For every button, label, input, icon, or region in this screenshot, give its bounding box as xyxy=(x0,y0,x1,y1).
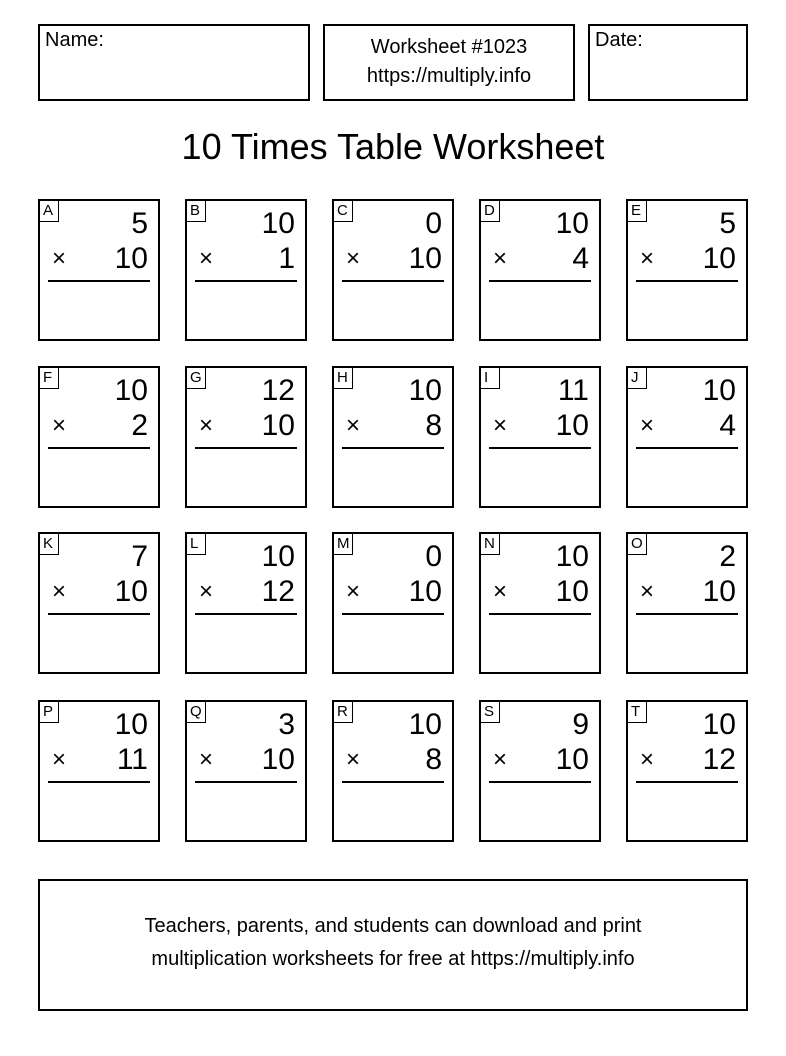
multiplicand: 0 xyxy=(425,207,442,240)
problem-label: E xyxy=(628,201,647,222)
problem-card[interactable] xyxy=(479,700,601,842)
multiplicand: 10 xyxy=(408,708,442,741)
answer-line xyxy=(342,613,444,615)
answer-line xyxy=(489,447,591,449)
multiplicand: 11 xyxy=(557,374,589,407)
multiplier: 10 xyxy=(261,409,295,442)
multiplicand: 10 xyxy=(261,207,295,240)
problem-card[interactable] xyxy=(38,700,160,842)
problem-card[interactable] xyxy=(626,700,748,842)
date-label: Date: xyxy=(595,29,643,51)
times-sign: × xyxy=(493,245,508,272)
times-sign: × xyxy=(346,412,361,439)
answer-line xyxy=(195,280,297,282)
multiplicand: 3 xyxy=(278,708,295,741)
multiplier: 8 xyxy=(425,409,442,442)
times-sign: × xyxy=(493,746,508,773)
footer-line-2: multiplication worksheets for free at https://multiply.info xyxy=(151,948,635,970)
multiplicand: 0 xyxy=(425,540,442,573)
times-sign: × xyxy=(52,578,67,605)
multiplicand: 7 xyxy=(131,540,148,573)
problem-card[interactable] xyxy=(38,199,160,341)
times-sign: × xyxy=(199,746,214,773)
page-title: 10 Times Table Worksheet xyxy=(181,126,605,167)
problem-label: I xyxy=(481,368,500,389)
answer-line xyxy=(342,280,444,282)
problem-label: D xyxy=(481,201,500,222)
multiplier: 10 xyxy=(702,242,736,275)
multiplier: 10 xyxy=(555,575,589,608)
multiplier: 10 xyxy=(555,743,589,776)
footer-line-1: Teachers, parents, and students can download and print xyxy=(144,915,642,937)
problem-label: L xyxy=(187,534,206,555)
answer-line xyxy=(195,781,297,783)
answer-line xyxy=(342,447,444,449)
times-sign: × xyxy=(640,245,655,272)
answer-line xyxy=(489,280,591,282)
times-sign: × xyxy=(52,412,67,439)
multiplier: 10 xyxy=(261,743,295,776)
multiplicand: 12 xyxy=(261,374,295,407)
answer-line xyxy=(636,781,738,783)
problem-card[interactable] xyxy=(332,532,454,674)
times-sign: × xyxy=(199,578,214,605)
footer-box xyxy=(38,879,748,1011)
problem-label: N xyxy=(481,534,500,555)
multiplier: 4 xyxy=(719,409,736,442)
times-sign: × xyxy=(346,746,361,773)
multiplier: 8 xyxy=(425,743,442,776)
answer-line xyxy=(489,781,591,783)
problem-label: Q xyxy=(187,702,206,723)
multiplier: 10 xyxy=(114,242,148,275)
answer-line xyxy=(48,781,150,783)
multiplier: 11 xyxy=(116,743,148,776)
answer-line xyxy=(48,280,150,282)
multiplicand: 5 xyxy=(131,207,148,240)
problem-card[interactable] xyxy=(479,199,601,341)
times-sign: × xyxy=(199,412,214,439)
problem-card[interactable] xyxy=(185,366,307,508)
multiplicand: 10 xyxy=(555,540,589,573)
problem-label: M xyxy=(334,534,353,555)
problem-card[interactable] xyxy=(479,532,601,674)
answer-line xyxy=(489,613,591,615)
answer-line xyxy=(636,447,738,449)
problem-card[interactable] xyxy=(626,366,748,508)
date-field-box[interactable] xyxy=(588,24,748,101)
times-sign: × xyxy=(52,746,67,773)
problem-card[interactable] xyxy=(185,199,307,341)
problem-card[interactable] xyxy=(479,366,601,508)
times-sign: × xyxy=(346,578,361,605)
times-sign: × xyxy=(640,578,655,605)
multiplier: 1 xyxy=(278,242,295,275)
problem-label: G xyxy=(187,368,206,389)
problem-label: F xyxy=(40,368,59,389)
problem-card[interactable] xyxy=(626,532,748,674)
multiplier: 10 xyxy=(408,242,442,275)
multiplicand: 10 xyxy=(702,374,736,407)
times-sign: × xyxy=(52,245,67,272)
problem-label: C xyxy=(334,201,353,222)
website-url: https://multiply.info xyxy=(366,65,532,87)
times-sign: × xyxy=(493,412,508,439)
times-sign: × xyxy=(199,245,214,272)
multiplier: 10 xyxy=(114,575,148,608)
worksheet-number: Worksheet #1023 xyxy=(370,36,528,58)
problem-label: J xyxy=(628,368,647,389)
multiplicand: 10 xyxy=(261,540,295,573)
times-sign: × xyxy=(640,746,655,773)
problem-label: A xyxy=(40,201,59,222)
problem-card[interactable] xyxy=(38,532,160,674)
answer-line xyxy=(342,781,444,783)
answer-line xyxy=(48,447,150,449)
answer-line xyxy=(636,613,738,615)
problem-card[interactable] xyxy=(332,366,454,508)
problem-card[interactable] xyxy=(38,366,160,508)
times-sign: × xyxy=(346,245,361,272)
multiplier: 4 xyxy=(572,242,589,275)
answer-line xyxy=(195,613,297,615)
answer-line xyxy=(48,613,150,615)
multiplicand: 10 xyxy=(114,708,148,741)
multiplicand: 10 xyxy=(408,374,442,407)
multiplicand: 5 xyxy=(719,207,736,240)
multiplicand: 9 xyxy=(572,708,589,741)
problem-label: H xyxy=(334,368,353,389)
problem-label: K xyxy=(40,534,59,555)
multiplicand: 2 xyxy=(719,540,736,573)
problem-card[interactable] xyxy=(626,199,748,341)
problem-label: O xyxy=(628,534,647,555)
multiplier: 10 xyxy=(408,575,442,608)
problem-label: P xyxy=(40,702,59,723)
answer-line xyxy=(636,280,738,282)
problem-label: S xyxy=(481,702,500,723)
problem-card[interactable] xyxy=(185,532,307,674)
multiplicand: 10 xyxy=(702,708,736,741)
name-label: Name: xyxy=(45,29,104,51)
name-field-box[interactable] xyxy=(38,24,310,101)
multiplicand: 10 xyxy=(555,207,589,240)
multiplicand: 10 xyxy=(114,374,148,407)
multiplier: 10 xyxy=(702,575,736,608)
problem-card[interactable] xyxy=(332,700,454,842)
problem-label: T xyxy=(628,702,647,723)
times-sign: × xyxy=(493,578,508,605)
answer-line xyxy=(195,447,297,449)
worksheet-info-box xyxy=(323,24,575,101)
problem-label: B xyxy=(187,201,206,222)
problem-card[interactable] xyxy=(332,199,454,341)
problem-label: R xyxy=(334,702,353,723)
multiplier: 10 xyxy=(555,409,589,442)
multiplier: 12 xyxy=(261,575,295,608)
multiplier: 12 xyxy=(702,743,736,776)
problem-card[interactable] xyxy=(185,700,307,842)
times-sign: × xyxy=(640,412,655,439)
multiplier: 2 xyxy=(131,409,148,442)
